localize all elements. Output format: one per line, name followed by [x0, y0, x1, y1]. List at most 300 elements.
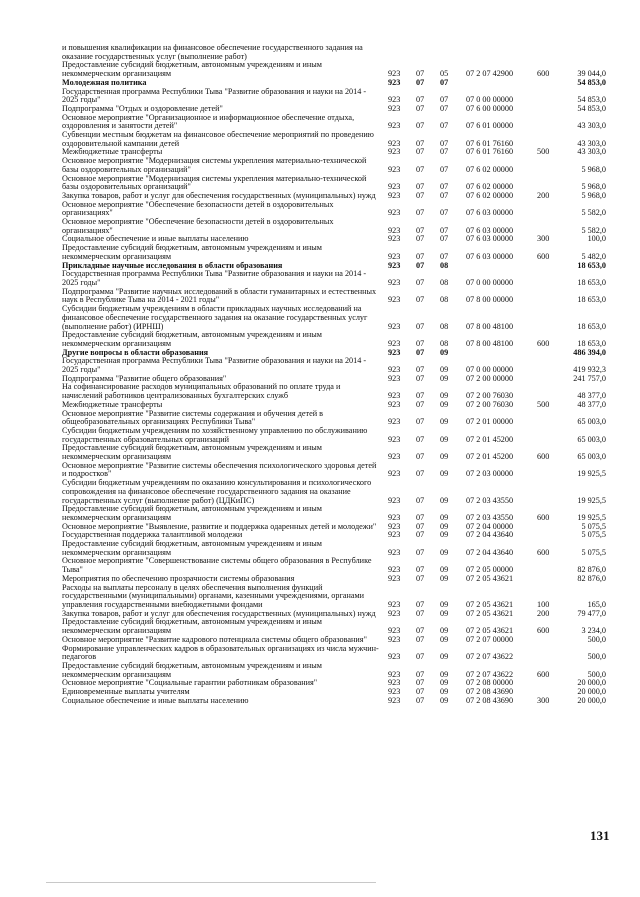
column-section: 07: [416, 321, 425, 331]
column-section: 07: [416, 147, 425, 157]
column-ministry: 923: [388, 347, 401, 357]
row-name: Основное мероприятие "Обеспечение безопасности детей в оздоровительных организациях": [62, 217, 334, 235]
row-name: Подпрограмма "Развитие общего образования": [62, 373, 227, 383]
column-amount: 100,0: [587, 234, 606, 244]
column-section: 07: [416, 347, 425, 357]
column-ministry: 923: [388, 338, 401, 348]
table-row: [0, 645, 640, 662]
row-name: Основное мероприятие "Развитие кадрового потенциала системы общего образования": [62, 634, 367, 644]
table-row: [0, 557, 640, 574]
column-target-article: 07 2 04 00000: [466, 521, 514, 531]
column-amount: 19 925,5: [577, 495, 606, 505]
row-name: Закупка товаров, работ и услуг для обеспечения государственных (муниципальных) нужд: [62, 608, 376, 618]
row-name: Молодежная политика: [62, 77, 147, 87]
column-target-article: 07 2 07 42900: [466, 69, 514, 79]
column-ministry: 923: [388, 365, 401, 375]
table-row: [0, 427, 640, 444]
column-ministry: 923: [388, 399, 401, 409]
column-ministry: 923: [388, 469, 401, 479]
column-subsection: 07: [440, 95, 449, 105]
column-subsection: 09: [440, 399, 449, 409]
column-amount: 18 653,0: [577, 295, 606, 305]
column-subsection: 08: [440, 338, 449, 348]
column-ministry: 923: [388, 138, 401, 148]
row-name: Межбюджетные трансферты: [62, 147, 163, 157]
column-amount: 65 003,0: [577, 434, 606, 444]
column-section: 07: [416, 77, 425, 87]
column-ministry: 923: [388, 452, 401, 462]
column-target-article: 07 2 04 43640: [466, 547, 514, 557]
row-name: Мероприятия по обеспечению прозрачности системы образования: [62, 573, 295, 583]
column-ministry: 923: [388, 95, 401, 105]
column-section: 07: [416, 251, 425, 261]
column-section: 07: [416, 121, 425, 131]
column-amount: 43 303,0: [577, 147, 606, 157]
row-name: Субсидии бюджетным учреждениям по оказанию консультирования и психологического сопровождения на финансовое обеспечение государственного задания на оказание государственных услуг (выполнение работ) (ЦДКиПС): [62, 478, 372, 505]
column-ministry: 923: [388, 251, 401, 261]
column-target-article: 07 0 00 00000: [466, 277, 514, 287]
column-section: 07: [416, 399, 425, 409]
column-expense-type: 300: [537, 234, 550, 244]
column-ministry: 923: [388, 495, 401, 505]
table-row: [0, 697, 640, 706]
column-ministry: 923: [388, 512, 401, 522]
column-target-article: 07 6 03 00000: [466, 208, 514, 218]
column-target-article: 07 6 01 00000: [466, 121, 514, 131]
column-target-article: 07 0 00 00000: [466, 365, 514, 375]
row-name: Государственная программа Республики Тыва "Развитие образования и науки на 2014 - 2025 годы": [62, 86, 367, 105]
column-amount: 5 482,0: [581, 251, 606, 261]
column-target-article: 07 2 07 43622: [466, 652, 514, 662]
column-target-article: 07 2 08 00000: [466, 678, 514, 688]
column-target-article: 07 2 01 00000: [466, 417, 514, 427]
table-row: [0, 410, 640, 427]
table-row: [0, 270, 640, 287]
column-expense-type: 500: [537, 147, 550, 157]
table-row: [0, 131, 640, 148]
column-section: 07: [416, 182, 425, 192]
column-subsection: 07: [440, 251, 449, 261]
column-target-article: 07 6 03 00000: [466, 234, 514, 244]
table-row: [0, 618, 640, 635]
table-row: [0, 505, 640, 522]
row-name: Закупка товаров, работ и услуг для обеспечения государственных (муниципальных) нужд: [62, 190, 376, 200]
column-amount: 5 582,0: [581, 225, 606, 235]
column-section: 07: [416, 373, 425, 383]
column-ministry: 923: [388, 565, 401, 575]
row-name: Субсидии бюджетным учреждениям по хозяйственному управлению по обслуживанию государственных образовательных организаций: [62, 425, 368, 444]
column-amount: 20 000,0: [577, 678, 606, 688]
column-ministry: 923: [388, 373, 401, 383]
column-section: 07: [416, 573, 425, 583]
column-subsection: 07: [440, 234, 449, 244]
column-target-article: 07 2 07 00000: [466, 634, 514, 644]
column-amount: 79 477,0: [577, 608, 606, 618]
column-section: 07: [416, 495, 425, 505]
column-amount: 18 653,0: [577, 260, 606, 270]
column-target-article: 07 6 02 00000: [466, 190, 514, 200]
row-name: Прикладные научные исследования в области образования: [62, 260, 283, 270]
column-subsection: 09: [440, 678, 449, 688]
table-row: [0, 61, 640, 78]
column-subsection: 07: [440, 147, 449, 157]
column-section: 07: [416, 678, 425, 688]
column-amount: 500,0: [587, 652, 606, 662]
column-section: 07: [416, 95, 425, 105]
table-row: [0, 584, 640, 610]
row-name: Предоставление субсидий бюджетным, автономным учреждениям и иным некоммерческим организациям: [62, 617, 322, 636]
column-ministry: 923: [388, 77, 401, 87]
column-ministry: 923: [388, 182, 401, 192]
column-section: 07: [416, 652, 425, 662]
column-section: 07: [416, 547, 425, 557]
row-name: Подпрограмма "Отдых и оздоровление детей": [62, 103, 223, 113]
column-section: 07: [416, 234, 425, 244]
column-amount: 54 853,0: [577, 95, 606, 105]
column-subsection: 09: [440, 495, 449, 505]
row-name: Предоставление субсидий бюджетным, автономным учреждениям и иным некоммерческим организациям: [62, 60, 322, 79]
column-subsection: 09: [440, 434, 449, 444]
row-name: Предоставление субсидий бюджетным, автономным учреждениям и иным некоммерческим организациям: [62, 443, 322, 462]
row-name: Основное мероприятие "Организационное и информационное обеспечение отдыха, оздоровления и занятости детей": [62, 112, 355, 131]
column-target-article: 07 2 05 43621: [466, 608, 514, 618]
column-expense-type: 600: [537, 669, 550, 679]
column-amount: 500,0: [587, 634, 606, 644]
column-expense-type: 600: [537, 452, 550, 462]
column-subsection: 09: [440, 600, 449, 609]
column-ministry: 923: [388, 260, 401, 270]
column-ministry: 923: [388, 234, 401, 244]
column-amount: 18 653,0: [577, 277, 606, 287]
column-target-article: 07 2 00 76030: [466, 399, 514, 409]
row-name: Предоставление субсидий бюджетным, автономным учреждениям и иным некоммерческим организациям: [62, 243, 322, 261]
column-ministry: 923: [388, 600, 401, 609]
column-subsection: 09: [440, 512, 449, 522]
column-section: 07: [416, 164, 425, 174]
column-ministry: 923: [388, 190, 401, 200]
row-name: Основное мероприятие "Выявление, развитие и поддержка одаренных детей и молодежи": [62, 521, 377, 531]
column-expense-type: 200: [537, 608, 550, 618]
column-section: 07: [416, 695, 425, 705]
column-section: 07: [416, 565, 425, 575]
column-amount: 5 968,0: [581, 164, 606, 174]
row-name: Единовременные выплаты учителям: [62, 687, 190, 697]
column-section: 07: [416, 434, 425, 444]
column-target-article: 07 2 01 45200: [466, 434, 514, 444]
column-subsection: 09: [440, 452, 449, 462]
column-amount: 20 000,0: [577, 695, 606, 705]
column-amount: 82 876,0: [577, 565, 606, 575]
column-ministry: 923: [388, 678, 401, 688]
column-target-article: 07 2 05 43621: [466, 626, 514, 636]
table-row: [0, 288, 640, 305]
column-subsection: 09: [440, 669, 449, 679]
row-name: Другие вопросы в области образования: [62, 347, 209, 357]
column-subsection: 07: [440, 225, 449, 235]
column-subsection: 09: [440, 608, 449, 618]
column-ministry: 923: [388, 277, 401, 287]
column-section: 07: [416, 365, 425, 375]
column-subsection: 09: [440, 417, 449, 427]
column-section: 07: [416, 338, 425, 348]
column-amount: 19 925,5: [577, 512, 606, 522]
column-target-article: 07 2 00 00000: [466, 373, 514, 383]
column-target-article: 07 2 05 00000: [466, 565, 514, 575]
column-amount: 43 303,0: [577, 138, 606, 148]
column-ministry: 923: [388, 669, 401, 679]
budget-table: [0, 44, 640, 705]
row-name: Основное мероприятие "Развитие системы обеспечения психологического здоровья детей и подростков": [62, 460, 377, 479]
column-ministry: 923: [388, 652, 401, 662]
column-ministry: 923: [388, 225, 401, 235]
column-section: 07: [416, 626, 425, 636]
column-section: 07: [416, 512, 425, 522]
column-ministry: 923: [388, 295, 401, 305]
column-subsection: 09: [440, 391, 449, 401]
column-section: 07: [416, 600, 425, 609]
column-subsection: 09: [440, 469, 449, 479]
column-target-article: 07 2 05 43621: [466, 573, 514, 583]
column-section: 07: [416, 469, 425, 479]
column-target-article: 07 8 00 48100: [466, 321, 514, 331]
column-subsection: 08: [440, 260, 449, 270]
column-target-article: 07 6 03 00000: [466, 225, 514, 235]
page-number: 131: [590, 828, 610, 843]
table-row: [0, 175, 640, 192]
column-amount: 20 000,0: [577, 687, 606, 697]
column-subsection: 09: [440, 373, 449, 383]
column-subsection: 09: [440, 530, 449, 540]
column-subsection: 07: [440, 208, 449, 218]
table-row: [0, 662, 640, 679]
column-target-article: 07 2 03 43550: [466, 512, 514, 522]
row-name: Основное мероприятие "Модернизация системы укрепления материально-технической базы оздоровительных организаций": [62, 156, 367, 174]
column-subsection: 09: [440, 634, 449, 644]
column-section: 07: [416, 521, 425, 531]
row-name: Государственная программа Республики Тыва "Развитие образования и науки на 2014 - 2025 годы": [62, 356, 367, 375]
column-target-article: 07 6 01 76160: [466, 138, 514, 148]
column-amount: 5 968,0: [581, 190, 606, 200]
row-name: Основное мероприятие "Модернизация системы укрепления материально-технической базы оздоровительных организаций": [62, 173, 367, 192]
column-section: 07: [416, 69, 425, 79]
column-ministry: 923: [388, 417, 401, 427]
column-ministry: 923: [388, 164, 401, 174]
column-section: 07: [416, 190, 425, 200]
column-target-article: 07 2 08 43690: [466, 695, 514, 705]
column-section: 07: [416, 452, 425, 462]
column-section: 07: [416, 225, 425, 235]
column-target-article: 07 2 03 00000: [466, 469, 514, 479]
column-target-article: 07 2 07 43622: [466, 669, 514, 679]
row-name: Предоставление субсидий бюджетным, автономным учреждениям и иным некоммерческим организациям: [62, 539, 322, 557]
column-amount: 18 653,0: [577, 338, 606, 348]
column-ministry: 923: [388, 608, 401, 618]
column-ministry: 923: [388, 695, 401, 705]
column-section: 07: [416, 277, 425, 287]
column-target-article: 07 6 03 00000: [466, 251, 514, 261]
column-subsection: 08: [440, 321, 449, 331]
column-ministry: 923: [388, 634, 401, 644]
column-section: 07: [416, 417, 425, 427]
column-expense-type: 500: [537, 399, 550, 409]
table-row: [0, 331, 640, 348]
column-expense-type: 600: [537, 338, 550, 348]
column-amount: 48 377,0: [577, 391, 606, 401]
table-row: [0, 462, 640, 479]
column-subsection: 08: [440, 295, 449, 305]
row-name: Предоставление субсидий бюджетным, автономным учреждениям и иным некоммерческим организациям: [62, 330, 322, 348]
column-target-article: 07 0 00 00000: [466, 95, 514, 105]
column-target-article: 07 2 08 43690: [466, 687, 514, 697]
row-name: Социальное обеспечение и иные выплаты населению: [62, 234, 249, 244]
table-row: [0, 218, 640, 235]
column-target-article: 07 2 01 45200: [466, 452, 514, 462]
column-amount: 65 003,0: [577, 417, 606, 427]
table-row: [0, 479, 640, 505]
row-name: На софинансирование расходов муниципальных образований по оплате труда и начислений работников централизованных бухгалтерских служб: [62, 382, 341, 401]
column-subsection: 09: [440, 365, 449, 375]
row-name: Государственная поддержка талантливой молодежи: [62, 530, 243, 540]
column-subsection: 09: [440, 687, 449, 697]
row-name: Межбюджетные трансферты: [62, 399, 163, 409]
column-subsection: 07: [440, 190, 449, 200]
column-amount: 18 653,0: [577, 321, 606, 331]
column-subsection: 09: [440, 565, 449, 575]
column-ministry: 923: [388, 547, 401, 557]
column-subsection: 07: [440, 77, 449, 87]
table-row: [0, 157, 640, 174]
column-ministry: 923: [388, 391, 401, 401]
column-target-article: 07 6 02 00000: [466, 164, 514, 174]
row-name: Предоставление субсидий бюджетным, автономным учреждениям и иным некоммерческим организациям: [62, 660, 322, 679]
column-amount: 241 757,0: [573, 373, 606, 383]
column-ministry: 923: [388, 573, 401, 583]
column-amount: 500,0: [587, 669, 606, 679]
column-section: 07: [416, 669, 425, 679]
column-expense-type: 600: [537, 69, 550, 79]
column-subsection: 05: [440, 69, 449, 79]
column-expense-type: 200: [537, 190, 550, 200]
column-subsection: 08: [440, 277, 449, 287]
column-section: 07: [416, 634, 425, 644]
column-target-article: 07 2 03 43550: [466, 495, 514, 505]
column-subsection: 09: [440, 521, 449, 531]
column-amount: 54 853,0: [577, 77, 606, 87]
column-section: 07: [416, 103, 425, 113]
column-target-article: 07 8 00 00000: [466, 295, 514, 305]
column-amount: 165,0: [587, 600, 606, 609]
column-subsection: 09: [440, 695, 449, 705]
row-name: Основное мероприятие "Социальные гарантии работникам образования": [62, 678, 318, 688]
column-target-article: 07 8 00 48100: [466, 338, 514, 348]
column-amount: 5 968,0: [581, 182, 606, 192]
column-amount: 5 582,0: [581, 208, 606, 218]
column-subsection: 09: [440, 347, 449, 357]
column-target-article: 07 2 05 43621: [466, 600, 514, 609]
row-name: Основное мероприятие "Обеспечение безопасности детей в оздоровительных организациях": [62, 199, 334, 218]
column-amount: 3 234,0: [581, 626, 606, 636]
column-section: 07: [416, 260, 425, 270]
column-subsection: 07: [440, 164, 449, 174]
row-name: Подпрограмма "Развитие научных исследований в области гуманитарных и естественных наук в Республике Тыва на 2014 - 2021 годы": [62, 286, 377, 305]
column-subsection: 09: [440, 652, 449, 662]
row-name: Государственная программа Республики Тыва "Развитие образования и науки на 2014 - 2025 годы": [62, 269, 367, 287]
table-row: [0, 244, 640, 261]
column-amount: 5 075,5: [581, 530, 606, 540]
column-ministry: 923: [388, 434, 401, 444]
column-section: 07: [416, 391, 425, 401]
table-row: [0, 88, 640, 105]
column-target-article: 07 6 01 76160: [466, 147, 514, 157]
column-section: 07: [416, 608, 425, 618]
table-row: [0, 44, 640, 61]
column-subsection: 07: [440, 121, 449, 131]
column-subsection: 09: [440, 573, 449, 583]
column-target-article: 07 2 00 76030: [466, 391, 514, 401]
column-ministry: 923: [388, 121, 401, 131]
table-row: [0, 357, 640, 374]
column-subsection: 09: [440, 626, 449, 636]
column-amount: 5 075,5: [581, 521, 606, 531]
column-expense-type: 600: [537, 512, 550, 522]
column-section: 07: [416, 208, 425, 218]
column-amount: 5 075,5: [581, 547, 606, 557]
column-ministry: 923: [388, 530, 401, 540]
column-amount: 54 853,0: [577, 103, 606, 113]
column-subsection: 09: [440, 547, 449, 557]
column-ministry: 923: [388, 69, 401, 79]
column-target-article: 07 6 00 00000: [466, 103, 514, 113]
column-subsection: 07: [440, 182, 449, 192]
column-amount: 43 303,0: [577, 121, 606, 131]
column-amount: 39 044,0: [577, 69, 606, 79]
column-expense-type: 600: [537, 626, 550, 636]
column-amount: 19 925,5: [577, 469, 606, 479]
column-section: 07: [416, 138, 425, 148]
column-amount: 82 876,0: [577, 573, 606, 583]
column-subsection: 07: [440, 103, 449, 113]
row-name: Субсидии бюджетным учреждениям в области прикладных научных исследований на финансовое обеспечение государственного задания на оказание государственных услуг (выполнение работ) (ИРНШ): [62, 304, 368, 331]
column-expense-type: 300: [537, 695, 550, 705]
column-ministry: 923: [388, 626, 401, 636]
column-amount: 419 932,3: [573, 365, 606, 375]
row-name: Формирование управленческих кадров в образовательных организациях из числа мужчин-педагогов: [62, 643, 379, 662]
row-name: Субвенции местным бюджетам на финансовое обеспечение мероприятий по проведению оздоровительной кампании детей: [62, 130, 374, 148]
row-name: Основное мероприятие "Развитие системы содержания и обучения детей в общеобразовательных организациях Республики Тыва": [62, 408, 324, 427]
column-section: 07: [416, 530, 425, 540]
column-ministry: 923: [388, 208, 401, 218]
column-amount: 48 377,0: [577, 399, 606, 409]
row-name: Предоставление субсидий бюджетным, автономным учреждениям и иным некоммерческим организациям: [62, 504, 322, 522]
column-amount: 65 003,0: [577, 452, 606, 462]
column-ministry: 923: [388, 521, 401, 531]
table-row: [0, 540, 640, 557]
column-ministry: 923: [388, 321, 401, 331]
column-subsection: 07: [440, 138, 449, 148]
row-name: Основное мероприятие "Совершенствование системы общего образования в Республике Тыва": [62, 556, 372, 575]
column-expense-type: 600: [537, 547, 550, 557]
row-name: Расходы на выплаты персоналу в целях обеспечения выполнения функций государственными (муниципальными) органами, казенными учреждениями, органами управления государственными внебюджетными фондами: [62, 582, 365, 609]
table-row: [0, 201, 640, 218]
column-amount: 486 394,0: [573, 347, 606, 357]
column-target-article: 07 2 04 43640: [466, 530, 514, 540]
column-expense-type: 100: [537, 600, 550, 609]
column-expense-type: 600: [537, 251, 550, 261]
table-row: [0, 114, 640, 131]
column-ministry: 923: [388, 147, 401, 157]
column-target-article: 07 6 02 00000: [466, 182, 514, 192]
bottom-divider: [46, 882, 376, 883]
